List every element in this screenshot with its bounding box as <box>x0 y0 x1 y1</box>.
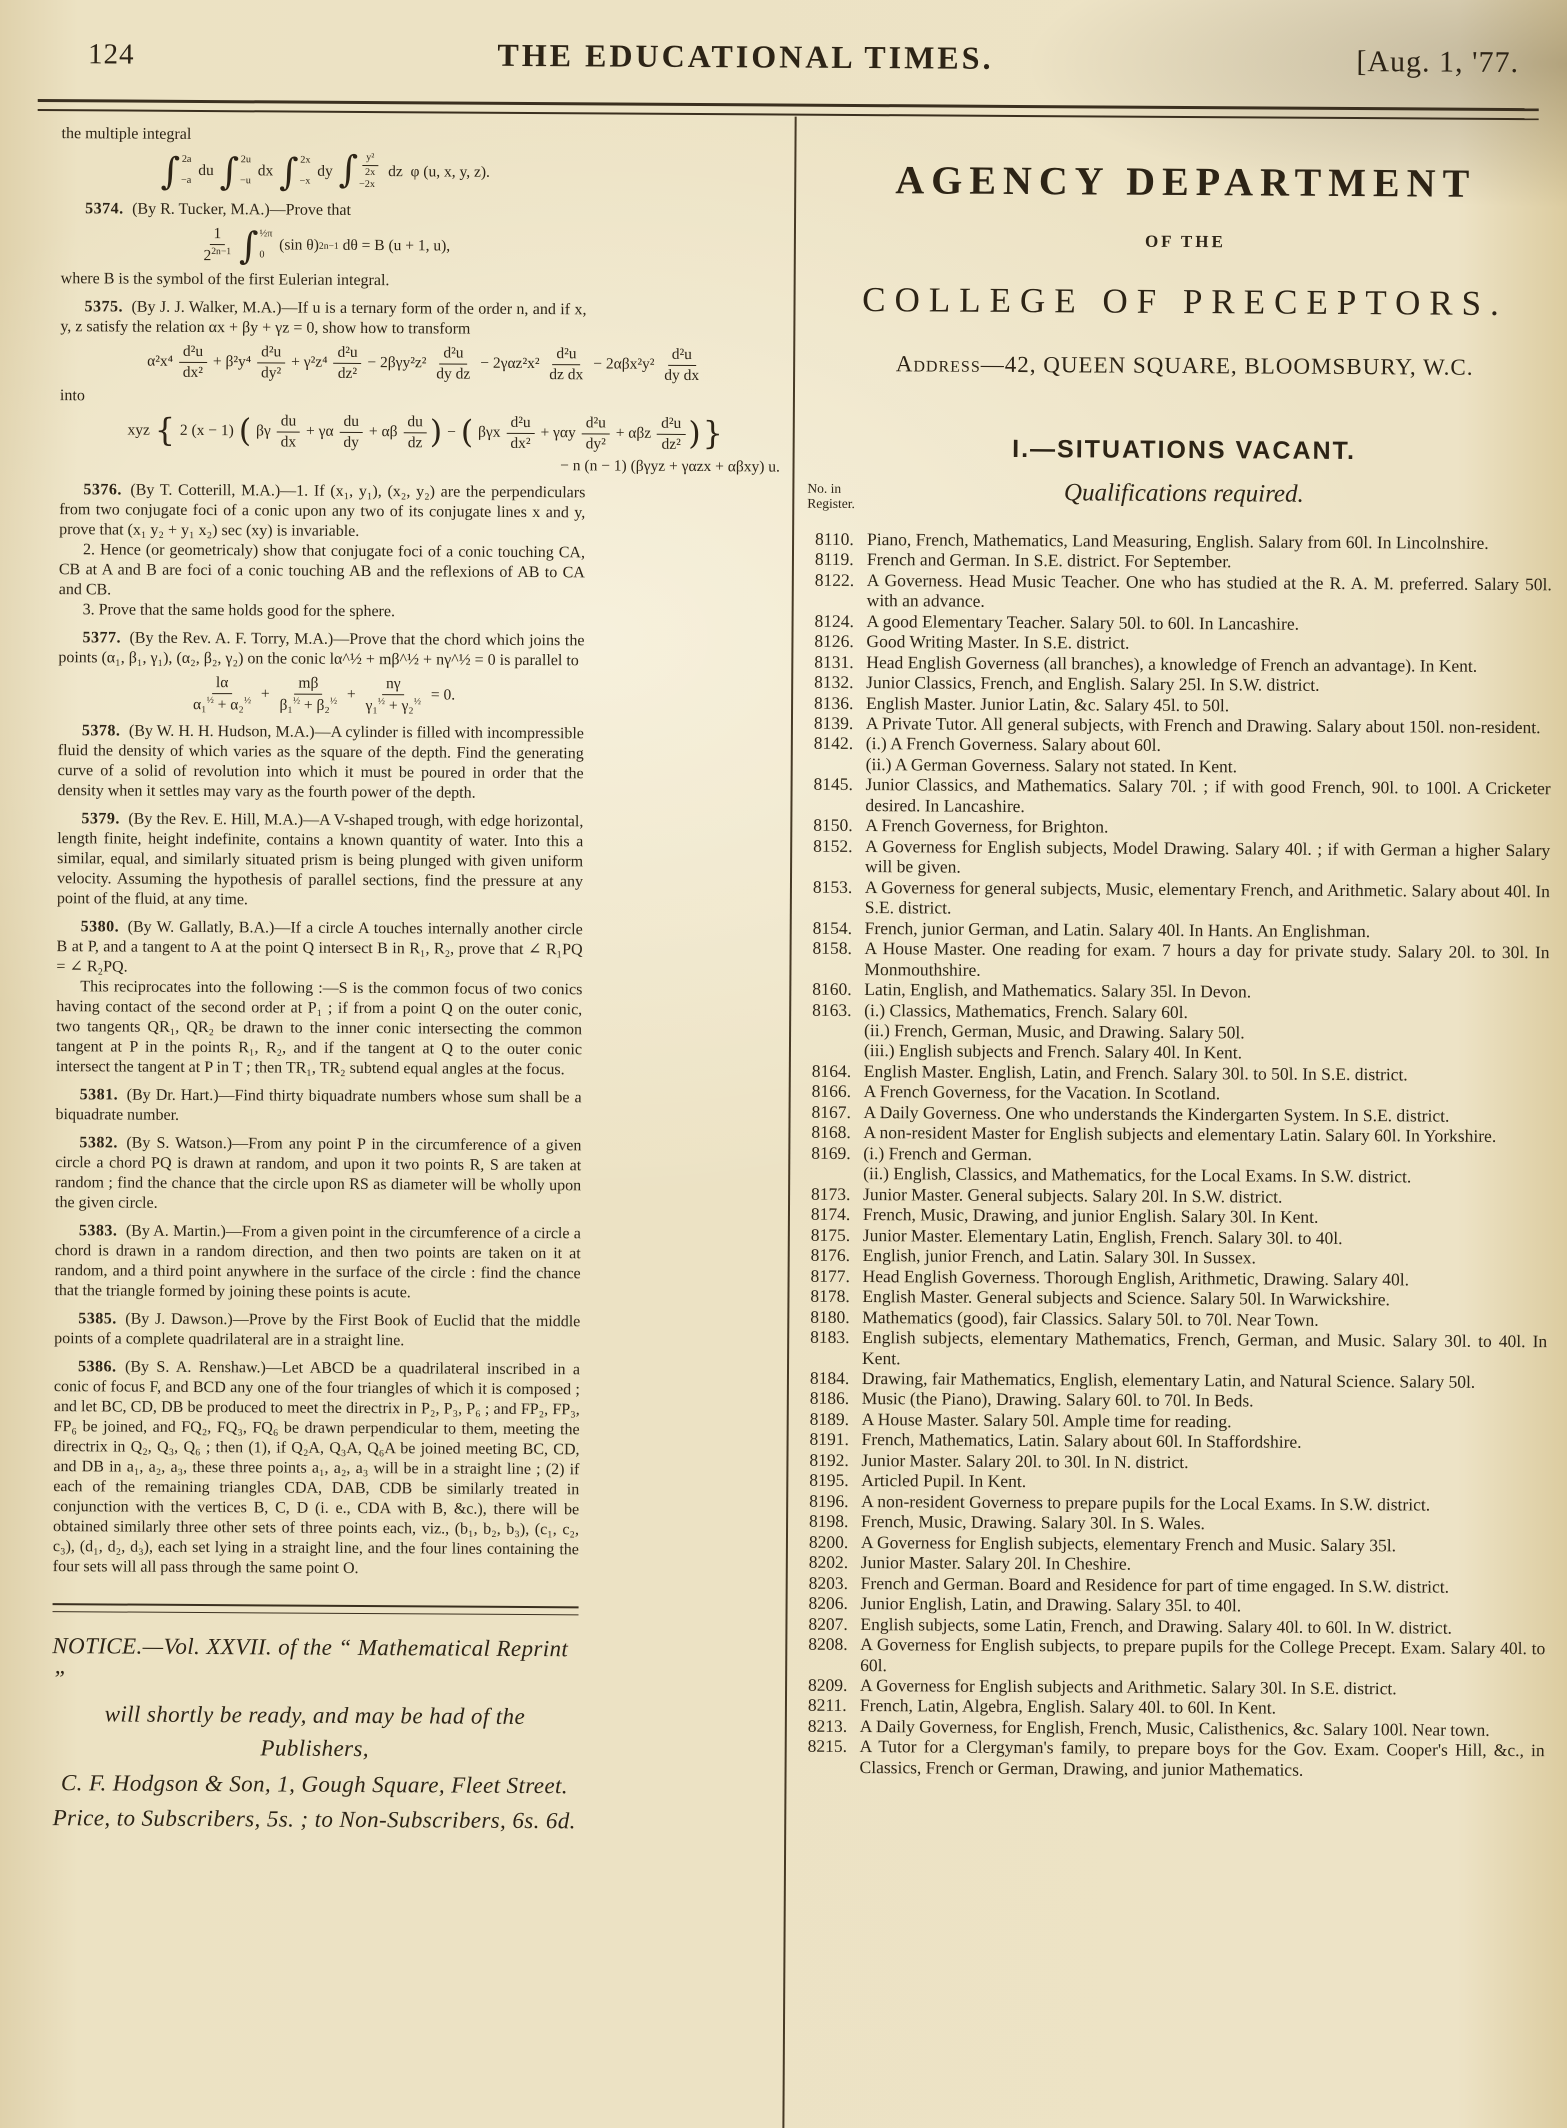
entry-line: French, Latin, Algebra, English. Salary 40l. to 60l. In Kent. <box>859 1695 1277 1719</box>
entry-line: French and German. Board and Residence for part of time engaged. In S.W. district. <box>860 1572 1450 1597</box>
problem-number: 5375. <box>84 298 132 316</box>
entry-register-number: 8207. <box>808 1613 848 1634</box>
page-title: THE EDUCATIONAL TIMES. <box>497 36 994 76</box>
problem <box>56 917 583 1080</box>
problem-text: 5386. (By S. A. Renshaw.)—Let ABCD be a quadrilateral inscribed in a conic of focus F, and BCD any one of the four triangles of which it is composed ; and let BC, CD, DB be produced to meet the directrix in P₂, P₃, P₆ ; and FP₂, FP₃, FP₆ be joined, and FQ₂, FQ₃, FQ₆ be drawn perpendicular to them, meeting the directrix in Q₂, Q₃, Q₆ ; then (1), if Q₂A, Q₃A, Q₆A be joined meeting BC, CD, and DB in a₁, a₂, a₃, these three points a₁, a₂, a₃ will be in a straight line ; (2) if each of the remaining triangles CDA, DAB, CDB be similarly treated in conjunction with the vertices B, C, D (i. e., CDA with B, &c.), there will be obtained similarly three other sets of three points each, viz., (b₁, b₂, b₃), (c₁, c₂, c₃), (d₁, d₂, d₃), each set lying in a straight line, and the four lines containing the four sets will all pass through the same point O. <box>52 1358 581 1577</box>
entry-register-number: 8142. <box>813 733 854 754</box>
entry-line: Mathematics (good), fair Classics. Salary 50l. to 70l. Near Town. <box>862 1306 1319 1330</box>
math-display: ∫ 2a −a du ∫ 2u −u dx ∫ 2x −x dy ∫ $\frac{\text{y²}}{2x}$ −2x dz φ (u, x, y, z). <box>160 146 490 194</box>
entry-line: French, Music, Drawing. Salary 30l. In S. Wales. <box>861 1511 1205 1534</box>
college-of-preceptors-title: COLLEGE OF PRECEPTORS. <box>862 279 1508 323</box>
entry-register-number: 8154. <box>812 917 853 938</box>
vacancy-entry <box>811 1143 1548 1188</box>
entry-line: Drawing, fair Mathematics, English, elementary Latin, and Natural Science. Salary 50l. <box>861 1368 1476 1392</box>
entry-qualifications <box>864 1000 1549 1066</box>
vacancy-entry <box>812 999 1549 1065</box>
entry-register-number: 8131. <box>814 651 854 672</box>
problem-number: 5381. <box>79 1086 127 1104</box>
math-display: 1 $2^{2n-1}$ ∫ ½π 0 (sin θ) 2n−1 dθ = B (u + 1, u), <box>203 222 451 267</box>
problem-text: the multiple integral <box>61 125 192 143</box>
problem-number: 5378. <box>81 722 129 740</box>
entry-line: Junior Master. General subjects. Salary 20l. In S.W. district. <box>863 1183 1283 1207</box>
notice-line: NOTICE.—Vol. XXVII. of the “ Mathematical Reprint ” <box>52 1633 569 1691</box>
entry-register-number: 8158. <box>812 937 853 959</box>
problem-text: 5376. (By T. Cotterill, M.A.)—1. If (x₁, y₁), (x₂, y₂) are the perpendiculars from two conjugate foci of a conic upon any two of its conjugate lines x and y, prove that (x₁ y₂ + y₁ x₂) sec (xy) is invariable. <box>59 481 586 541</box>
problem <box>55 1085 581 1128</box>
entry-qualifications <box>863 1143 1548 1188</box>
entry-register-number: 8168. <box>811 1122 851 1143</box>
entry-register-number: 8136. <box>814 692 854 713</box>
problem <box>54 1309 580 1352</box>
notice <box>51 1630 578 1838</box>
entry-line: Good Writing Master. In S.E. district. <box>866 631 1130 653</box>
situations-vacant-heading: I.—SITUATIONS VACANT. <box>1012 434 1357 465</box>
entry-line: Junior Classics, French, and English. Salary 25l. In S.W. district. <box>866 672 1320 695</box>
math-display: α²x⁴ d²u dx² + β²y⁴ d²u dy² + γ²z⁴ d²u dz² − 2βγy²z² d²u dy dz − 2γαz²x² d²u dz dx − 2αβx²y² d²u dy dx <box>147 342 700 384</box>
entry-line: Junior Classics, and Mathematics. Salary 70l. ; if with good French, 90l. to 100l. A Cricketer desired. In Lancashire. <box>865 774 1551 816</box>
entry-line: English subjects, some Latin, French, and Drawing. Salary 40l. to 60l. In W. district. <box>860 1613 1453 1638</box>
vacancy-entry <box>813 774 1550 819</box>
entry-register-number: 8173. <box>811 1183 851 1204</box>
agency-department-title: AGENCY DEPARTMENT <box>895 157 1477 206</box>
entry-line: French, Mathematics, Latin. Salary about 60l. In Staffordshire. <box>861 1429 1302 1453</box>
entry-register-number: 8166. <box>811 1081 852 1102</box>
problem-text: 5379. (By the Rev. E. Hill, M.A.)—A V-shaped trough, with edge horizontal, length finite, height indefinite, contains a known quantity of water. Into this a similar, equal, and similarly situated prism is being plunged with given uniform velocity. Assuming the hypothesis of parallel sections, find the pressure at any point of the fluid, at any time. <box>56 810 584 909</box>
page-date: [Aug. 1, '77. <box>1356 45 1520 80</box>
entry-line: A House Master. One reading for exam. 7 hours a day for private study. Salary 20l. to 30l. In Monmouthshire. <box>864 938 1550 980</box>
entry-register-number: 8175. <box>810 1224 851 1245</box>
problem-number: 5374. <box>85 200 133 218</box>
entry-register-number: 8184. <box>809 1367 850 1388</box>
vacancy-entry <box>812 938 1549 983</box>
problem-text: where B is the symbol of the first Eulerian integral. <box>60 270 390 290</box>
problem-text: 5381. (By Dr. Hart.)—Find thirty biquadrate numbers whose sum shall be a biquadrate number. <box>55 1086 582 1124</box>
entry-line: French and German. In S.E. district. For September. <box>866 549 1232 572</box>
entry-line: English Master. English, Latin, and French. Salary 30l. to 50l. In S.E. district. <box>863 1061 1408 1085</box>
entry-register-number: 8177. <box>810 1265 851 1286</box>
problem-number: 5386. <box>77 1358 126 1376</box>
entry-line: English Master. General subjects and Science. Salary 50l. In Warwickshire. <box>862 1286 1391 1310</box>
entry-line: A House Master. Salary 50l. Ample time for reading. <box>861 1408 1232 1432</box>
entry-register-number: 8122. <box>814 569 855 590</box>
problem-text: 5374. (By R. Tucker, M.A.)—Prove that <box>85 200 352 220</box>
entry-line: English Master. Junior Latin, &c. Salary 45l. to 50l. <box>866 692 1230 715</box>
entry-line: (i.) French and German. <box>863 1142 1033 1164</box>
entry-register-number: 8191. <box>809 1429 850 1450</box>
entry-line: Junior English, Latin, and Drawing. Salary 35l. to 40l. <box>860 1593 1242 1616</box>
entry-register-number: 8206. <box>808 1592 849 1614</box>
entry-line: Music (the Piano), Drawing. Salary 60l. to 70l. In Beds. <box>861 1388 1254 1411</box>
entry-line: A French Governess, for Brighton. <box>865 815 1109 837</box>
notice-line: C. F. Hodgson & Son, 1, Gough Square, Fleet Street. <box>60 1769 569 1798</box>
entry-register-number: 8183. <box>810 1326 850 1348</box>
entry-line: A Daily Governess. One who understands the Kindergarten System. In S.E. district. <box>863 1101 1450 1126</box>
problem-text: 5385. (By J. Dawson.)—Prove by the First Book of Euclid that the middle points of a complete quadrilateral are in a straight line. <box>54 1310 581 1350</box>
problem-number: 5385. <box>78 1310 126 1328</box>
problem <box>59 480 586 623</box>
agency-of-the: OF THE <box>1144 231 1226 252</box>
problem <box>58 628 585 716</box>
entry-register-number: 8126. <box>814 630 854 652</box>
problem-number: 5379. <box>81 810 129 828</box>
entry-register-number: 8163. <box>812 999 852 1020</box>
entry-qualifications <box>865 877 1550 922</box>
entry-register-number: 8208. <box>808 1633 848 1655</box>
entry-line: Head English Governess (all branches), a knowledge of French an advantage). In Kent. <box>866 651 1478 676</box>
entry-line: English, junior French, and Latin. Salary 30l. In Sussex. <box>862 1245 1256 1268</box>
entry-register-number: 8174. <box>810 1203 851 1225</box>
entry-register-number: 8200. <box>808 1531 849 1552</box>
vacancy-entry <box>814 733 1551 778</box>
problem-number: 5376. <box>83 481 131 499</box>
entry-register-number: 8176. <box>810 1244 851 1266</box>
problem <box>57 721 583 804</box>
entry-line: A French Governess, for the Vacation. In Scotland. <box>863 1081 1221 1104</box>
problem-text: 5375. (By J. J. Walker, M.A.)—If u is a ternary form of the order n, and if x, y, z satisfy the relation αx + βy + γz = 0, show how to transform <box>60 298 587 338</box>
entry-register-number: 8124. <box>814 610 855 631</box>
entry-line: A good Elementary Teacher. Salary 50l. to 60l. In Lancashire. <box>866 610 1300 634</box>
entry-line: A Governess. Head Music Teacher. One who has studied at the R. A. M. preferred. Salary 50l. with an advance. <box>866 569 1552 611</box>
math-display: − n (n − 1) (βγyz + γαzx + αβxy) u. <box>560 457 792 476</box>
vacancy-entry <box>815 569 1552 614</box>
entry-line: (ii.) A German Governess. Salary not stated. In Kent. <box>865 753 1238 777</box>
entry-line: Junior Master. Salary 20l. to 30l. In N. district. <box>861 1449 1189 1472</box>
entry-register-number: 8180. <box>810 1306 850 1327</box>
problems-list <box>52 124 792 1580</box>
entry-line: (i.) Classics, Mathematics, French. Salary 60l. <box>864 999 1188 1022</box>
entry-register-number: 8167. <box>811 1101 852 1122</box>
entry-qualifications <box>860 1634 1545 1679</box>
problem-text: 5377. (By the Rev. A. F. Torry, M.A.)—Prove that the chord which joins the points (α₁, β₁, γ₁), (α₂, β₂, γ₂) on the conic lα^½ + mβ^½ + nγ^½ = 0 is parallel to <box>58 629 585 670</box>
entry-line: A Private Tutor. All general subjects, with French and Drawing. Salary about 150l. non-resident. <box>865 713 1541 738</box>
entry-register-number: 8169. <box>811 1142 851 1163</box>
entry-qualifications <box>866 734 1551 779</box>
problem <box>54 1221 580 1304</box>
entry-register-number: 8213. <box>807 1715 848 1736</box>
entry-register-number: 8160. <box>812 978 852 1000</box>
entry-line: A Governess for English subjects, elementary French and Music. Salary 35l. <box>860 1531 1397 1556</box>
entry-qualifications <box>865 774 1550 819</box>
entry-register-number: 8202. <box>808 1551 849 1573</box>
entry-line: (i.) A French Governess. Salary about 60l. <box>865 733 1161 756</box>
entry-line: A non-resident Governess to prepare pupils for the Local Exams. In S.W. district. <box>861 1490 1431 1515</box>
problem-number: 5380. <box>80 918 128 936</box>
entry-register-number: 8139. <box>813 712 854 733</box>
problem-text: 2. Hence (or geometricaly) show that conjugate foci of a conic touching CA, CB at A and B are foci of a conic touching AB and the reflexions of AB to CA and CB. <box>58 541 586 599</box>
entry-line: Junior Master. Salary 20l. In Cheshire. <box>860 1552 1132 1574</box>
entry-register-number: 8192. <box>809 1449 849 1470</box>
problem <box>61 199 588 292</box>
entry-line: Piano, French, Mathematics, Land Measuring, English. Salary from 60l. In Lincolnshire. <box>867 528 1489 553</box>
problem-text: 5378. (By W. H. H. Hudson, M.A.)—A cylinder is filled with incompressible fluid the density of which varies as the square of the depth. Find the generating curve of a solid of revolution into which it must be poured in order that the density when it settles may vary as the fourth power of the depth. <box>57 722 584 802</box>
running-head <box>88 34 1519 80</box>
problem <box>59 297 792 476</box>
notice-line: will shortly be ready, and may be had of the Publishers, <box>104 1701 526 1761</box>
notice-line: Price, to Subscribers, 5s. ; to Non-Subscribers, 6s. 6d. <box>52 1805 576 1834</box>
entry-qualifications <box>862 1327 1547 1372</box>
entry-line: A Daily Governess, for English, French, Music, Calisthenics, &c. Salary 100l. Near town. <box>859 1715 1490 1740</box>
problem <box>55 1133 581 1216</box>
vacancy-entry <box>808 1634 1545 1679</box>
left-column <box>51 116 792 1841</box>
register-number-label: No. in Register. <box>807 480 855 512</box>
vacancy-entry <box>813 876 1550 921</box>
entry-line: A non-resident Master for English subjects and elementary Latin. Salary 60l. In Yorkshire. <box>863 1122 1497 1147</box>
entry-register-number: 8198. <box>809 1510 849 1532</box>
vacancy-entry <box>808 1736 1545 1781</box>
entry-register-number: 8150. <box>813 815 853 836</box>
entry-register-number: 8119. <box>814 548 854 570</box>
problem-text: 5382. (By S. Watson.)—From any point P in the circumference of a given circle a chord PQ is drawn at random, and upon it two points R, S are taken at random ; find the chance that the circle upon RS as diameter will be wholly upon the given circle. <box>54 1134 582 1212</box>
entry-line: A Governess for English subjects, to prepare pupils for the College Precept. Exam. Salary 40l. to 60l. <box>860 1634 1546 1675</box>
vacancy-entry <box>810 1327 1547 1372</box>
problem <box>61 124 587 195</box>
entry-register-number: 8209. <box>808 1674 848 1695</box>
problem-text: 5383. (By A. Martin.)—From a given point in the circumference of a circle a chord is drawn in a random direction, and then two points are taken on it at random, and a third point anywhere in the surface of the circle : find the chance that the triangle formed by joining these points is acute. <box>54 1222 581 1302</box>
qualifications-required-label: Qualifications required. <box>1063 479 1304 508</box>
entry-line: Articled Pupil. In Kent. <box>861 1470 1027 1492</box>
problem-number: 5382. <box>79 1134 127 1152</box>
entry-register-number: 8110. <box>815 528 854 549</box>
entry-line: (ii.) English, Classics, and Mathematics, for the Local Exams. In S.W. district. <box>863 1163 1412 1187</box>
problem-number: 5377. <box>82 629 130 647</box>
problem-number: 5383. <box>78 1222 126 1240</box>
entry-line: English subjects, elementary Mathematics, French, German, and Music. Salary 30l. to 40l. In Kent. <box>862 1327 1548 1368</box>
entry-line: Junior Master. Elementary Latin, English, French. Salary 30l. to 40l. <box>862 1224 1343 1248</box>
entry-line: French, Music, Drawing, and junior English. Salary 30l. In Kent. <box>862 1204 1319 1228</box>
problem <box>57 809 584 912</box>
vacancy-entry <box>813 836 1550 881</box>
entry-register-number: 8152. <box>813 835 853 856</box>
entry-register-number: 8211. <box>807 1695 847 1716</box>
entry-register-number: 8195. <box>809 1470 849 1491</box>
math-display: xyz { 2 (x − 1) ( βγ du dx + γα du dy + αβ du dz ) − ( βγx d²u dx² + γαy d²u dy² + αβz d²u dz² ) } <box>127 412 723 453</box>
entry-line: Head English Governess. Thorough English, Arithmetic, Drawing. Salary 40l. <box>862 1265 1410 1290</box>
agency-address: Address—42, QUEEN SQUARE, BLOOMSBURY, W.C. <box>895 350 1474 380</box>
page-number: 124 <box>87 38 135 71</box>
notice-rule <box>53 1603 579 1615</box>
entry-register-number: 8178. <box>810 1285 850 1307</box>
entry-line: Latin, English, and Mathematics. Salary 35l. In Devon. <box>864 979 1252 1002</box>
entry-line: A Governess for English subjects, Model Drawing. Salary 40l. ; if with German a higher Salary will be given. <box>865 835 1551 877</box>
entry-register-number: 8189. <box>809 1408 850 1429</box>
entry-line: (iii.) English subjects and French. Salary 40l. In Kent. <box>863 1040 1243 1063</box>
vacancies-list <box>808 529 1553 1782</box>
entry-line: French, junior German, and Latin. Salary 40l. In Hants. An Englishman. <box>864 917 1371 941</box>
entry-register-number: 8186. <box>809 1388 850 1409</box>
entry-register-number: 8153. <box>812 876 853 897</box>
entry-register-number: 8196. <box>809 1490 849 1511</box>
problem-text: 5380. (By W. Gallatly, B.A.)—If a circle A touches internally another circle B at P, and a tangent to A at the point Q intersect B in R₁, R₂, prove that ∠ R₁PQ = ∠ R₂PQ. <box>56 918 583 976</box>
problem-text: into <box>59 386 85 404</box>
entry-register-number: 8132. <box>814 671 854 693</box>
entry-line: A Tutor for a Clergyman's family, to prepare boys for the Gov. Exam. Cooper's Hill, &c., in Classics, French or German, Drawing, and junior Mathematics. <box>859 1736 1545 1780</box>
entry-register-number: 8145. <box>813 774 854 795</box>
entry-qualifications <box>860 1736 1545 1781</box>
entry-line: A Governess for English subjects and Arithmetic. Salary 30l. In S.E. district. <box>860 1675 1397 1699</box>
entry-line: (ii.) French, German, Music, and Drawing. Salary 50l. <box>864 1020 1245 1043</box>
problem-text: This reciprocates into the following :—S is the common focus of two conics having contact of the second order at P₁ ; if from a point Q on the outer conic, two tangents QR₁, QR₂ be drawn to the inner conic intersecting the common tangent at P in the points R₁, R₂, and if the tangent at Q to the outer conic intersect the tangent at P in T ; then TR₁, TR₂ subtend equal angles at the focus. <box>55 978 583 1079</box>
entry-qualifications <box>864 938 1549 983</box>
problem <box>53 1357 580 1580</box>
entry-register-number: 8203. <box>808 1572 849 1593</box>
entry-register-number: 8215. <box>807 1736 848 1757</box>
entry-qualifications <box>867 570 1552 615</box>
problem-text: 3. Prove that the same holds good for the sphere. <box>82 601 396 621</box>
math-display: lα α₁$^{\frac{1}{2}}$ + α₂$^{\frac{1}{2}}$ + $\frac{m\beta}{\beta_1^{\frac{1}{2}} + \beta_2^{\frac{1}{2}}}$ + $\frac{n\gamma}{\gamma_1^{\frac{1}{2}} + \gamma_2^{\frac{1}{2}}}$ = 0. <box>192 674 456 715</box>
right-column <box>808 117 1555 1782</box>
list-header-row <box>807 477 1552 528</box>
entry-qualifications <box>865 836 1550 881</box>
entry-register-number: 8164. <box>811 1060 852 1081</box>
entry-line: A Governess for general subjects, Music, elementary French, and Arithmetic. Salary about 40l. In S.E. district. <box>864 876 1551 918</box>
